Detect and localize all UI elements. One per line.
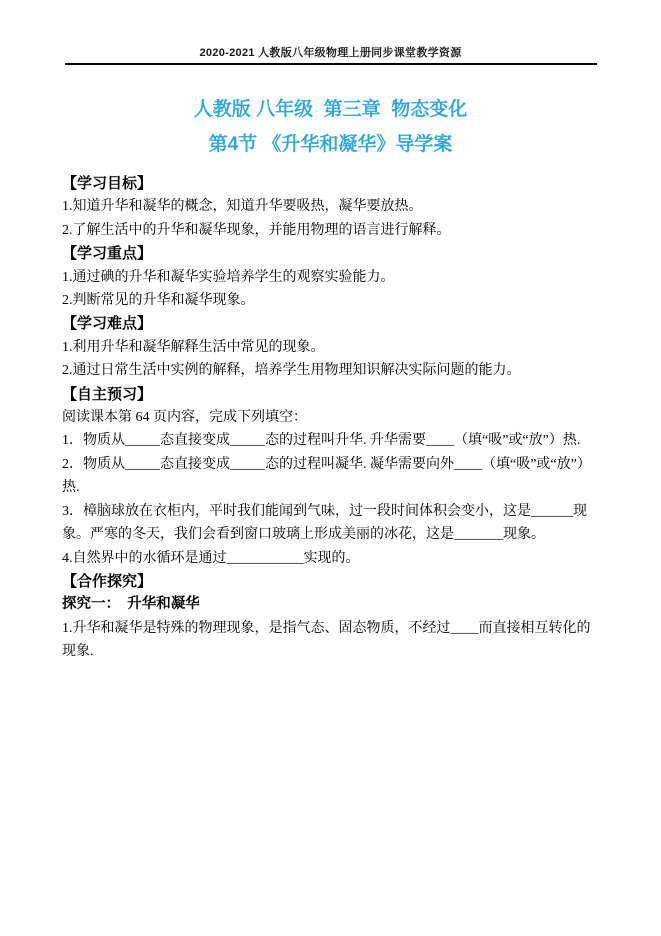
doc-section [62,312,603,382]
header-divider [65,63,597,65]
doc-line: 3．樟脑球放在衣柜内，平时我们能闻到气味，过一段时间体积会变小，这是______现象。严寒的冬天，我们会看到窗口玻璃上形成美丽的冰花，这是_______现象。 [62,503,587,543]
doc-section [62,172,603,242]
doc-line: 阅读课本第 64 页内容，完成下列填空： [62,410,307,426]
doc-line: 2．物质从_____态直接变成_____态的过程叫凝华. 凝华需要向外____（填“吸”或“放”）热. [62,456,591,496]
section-heading: 【学习目标】 [62,175,153,192]
doc-section [62,570,603,664]
doc-line: 4.自然界中的水循环是通过___________实现的。 [62,550,360,566]
doc-line: 1.通过碘的升华和凝华实验培养学生的观察实验能力。 [62,269,395,285]
header-title: 2020-2021 人教版八年级物理上册同步课堂教学资源 [199,47,462,59]
doc-line: 1．物质从_____态直接变成_____态的过程叫升华. 升华需要____（填“吸”或“放”）热. [62,433,581,449]
section-heading: 【学习难点】 [62,315,153,333]
page-header [0,0,661,65]
doc-section [62,383,603,570]
doc-section [62,242,603,312]
doc-line: 2.了解生活中的升华和凝华现象，并能用物理的语言进行解释。 [62,222,451,238]
doc-title-line1: 人教版 八年级 第三章 物态变化 [193,99,468,120]
subsection-heading: 探究一： 升华和凝华 [62,596,200,613]
doc-line: 1.升华和凝华是特殊的物理现象，是指气态、固态物质，不经过____而直接相互转化的现象. [62,620,591,660]
section-heading: 【学习重点】 [62,245,153,263]
doc-line: 1.利用升华和凝华解释生活中常见的现象。 [62,339,325,355]
doc-line: 1.知道升华和凝华的概念，知道升华要吸热，凝华要放热。 [62,199,423,215]
document-body [0,172,661,664]
doc-line: 2.通过日常生活中实例的解释，培养学生用物理知识解决实际问题的能力。 [62,363,521,379]
doc-line: 2.判断常见的升华和凝华现象。 [62,293,255,309]
section-heading: 【合作探究】 [62,572,153,590]
doc-title-line2: 第4节 《升华和凝华》导学案 [208,134,453,155]
section-heading: 【自主预习】 [62,385,153,403]
